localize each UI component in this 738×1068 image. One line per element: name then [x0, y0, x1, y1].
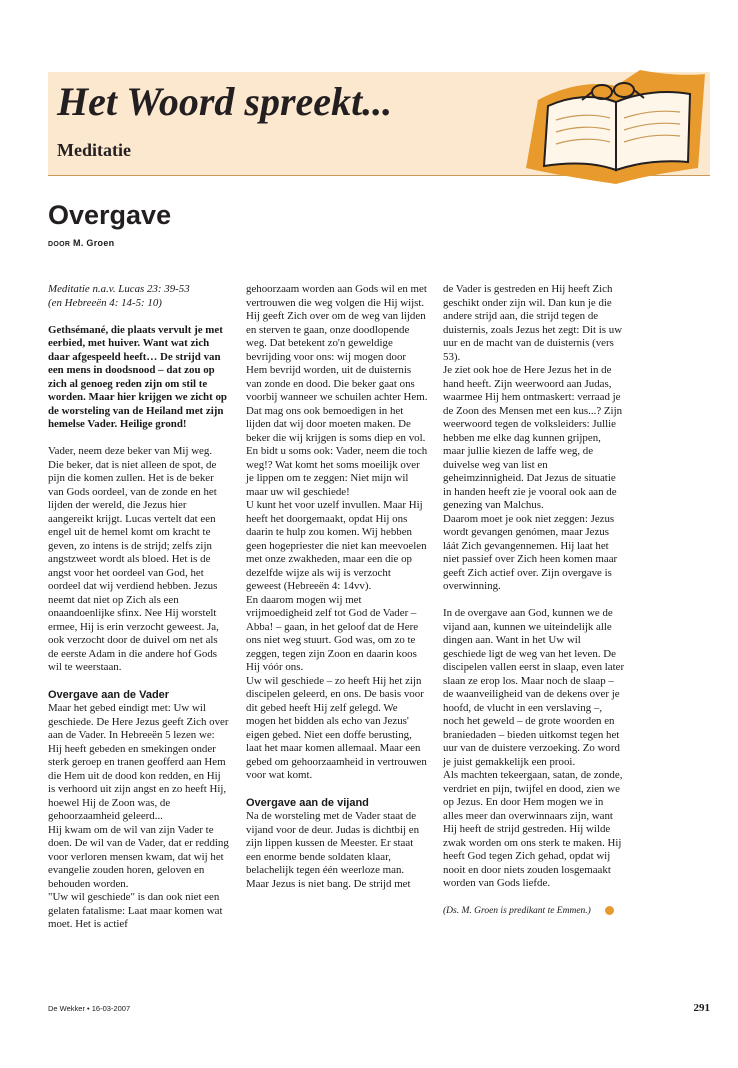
- scripture-reference-secondary: (en Hebreeën 4: 14-5: 10): [48, 296, 162, 309]
- paragraph: de Vader is gestreden en Hij heeft Zich geschikt onder zijn wil. Dan kun je die andere strijd aan, die strijd tegen de duisternis, zoals Jezus het zegt: Dit is uw uur en de macht van de duisternis (vers 53).: [443, 283, 623, 363]
- paragraph: Uw wil geschiede – zo heeft Hij het zijn discipelen geleerd, en ons. De basis voor dit gebed heeft Hij zelf gelegd. We mogen het bidden als echo van Jezus' eigen gebed. Niet een doffe berusting, laat het maar komen allemaal. Maar een gebed om gehoorzaamheid in vertrouwen voor wat komt.: [246, 674, 427, 781]
- byline-prefix: DOOR: [48, 241, 71, 248]
- lead-paragraph: Gethsémané, die plaats vervult je met eerbied, met huiver. Want wat zich daar afgespeeld heeft… De strijd van een mens in doodsnood – dat zou op zich al genoeg reden zijn om stil te worden. Maar hier krijgen we zicht op de worsteling van de Heiland met zijn hemelse Vader. Heilige grond!: [48, 323, 227, 430]
- column-2: [246, 283, 428, 891]
- paragraph: In de overgave aan God, kunnen we de vijand aan, kunnen we uiteindelijk alle dingen aan. Want in het Uw wil geschiede ligt de weg van het leven. De discipelen vallen eerst in slaap, even later slaan ze erop los. Maar noch de slaap – de waanveiligheid van de dekens over je hoofd, de vlucht in een verslaving –, noch het geweld – de grote woorden en braniedaden – bieden uitkomst tegen het uur van de duistere verzoeking. Zo word je juist gemakkelijk een prooi.: [443, 607, 625, 768]
- paragraph: gehoorzaam worden aan Gods wil en met vertrouwen die weg volgen die Hij wijst.: [246, 283, 427, 309]
- paragraph: "Uw wil geschiede" is dan ook niet een gelaten fatalisme: Laat maar komen wat moet. Het is actief: [48, 891, 223, 930]
- author-footnote: (Ds. M. Groen is predikant te Emmen.): [443, 906, 591, 916]
- paragraph: Maar het gebed eindigt met: Uw wil geschiede. De Here Jezus geeft Zich over aan de Vader. In Hebreeën 5 lezen we: Hij heeft gebeden en smekingen onder sterk geroep en tranen geofferd aan Hem die Hem uit de dood kon redden, en Hij is verhoord uit zijn angst en zo heeft Hij, hoewel Hij de Zoon was, de gehoorzaamheid geleerd...: [48, 702, 229, 822]
- publication-footer: De Wekker • 16-03-2007: [48, 1004, 131, 1013]
- author-name: M. Groen: [73, 238, 115, 248]
- paragraph: Hij kwam om de wil van zijn Vader te doen. De wil van de Vader, dat er redding voor verloren mensen kwam, dat wij het evangelie zouden horen, geloven en behouden worden.: [48, 823, 229, 890]
- paragraph: Je ziet ook hoe de Here Jezus het in de hand heeft. Zijn weerwoord aan Judas, waarmee Hij hem ontmaskert: verraad je de Zoon des Mensen met een kus...? Zijn weerwoord tegen de volksleiders: Jullie hebben me elke dag kunnen grijpen, maar jullie kiezen de laffe weg, de duivelse weg van list en geheimzinnigheid. Dat Jezus de situatie in handen heeft zie je vooral ook aan de genezing van Malchus.: [443, 364, 623, 511]
- section-heading: Overgave aan de vijand: [246, 797, 369, 809]
- scripture-reference: Meditatie n.a.v. Lucas 23: 39-53: [48, 283, 190, 295]
- byline: [48, 238, 114, 248]
- series-title: Het Woord spreekt...: [57, 79, 393, 124]
- paragraph: Hij geeft Zich over om de weg van lijden en sterven te gaan, onze doodlopende weg. Dat betekent zo'n geweldige bevrijding voor ons: wij mogen door Hem bevrijd worden, uit de duisternis van zonde en dood. Die beker gaat ons voorbij wanneer we schuilen achter Hem.: [246, 310, 428, 403]
- series-subtitle: Meditatie: [57, 140, 131, 160]
- paragraph: Na de worsteling met de Vader staat de vijand voor de deur. Judas is dichtbij en zijn lippen kussen de Meester. Er staat een enorme bende soldaten klaar, belachelijk tegen één weerloze man.: [246, 810, 420, 876]
- article-title: Overgave: [48, 200, 172, 230]
- column-3: [443, 283, 625, 919]
- end-mark-icon: [605, 906, 614, 915]
- paragraph: Daarom moet je ook niet zeggen: Jezus wordt gevangen genómen, maar Jezus láát Zich gevangennemen. Hij laat het niet passief over Zich heen komen maar geeft Zich actief over. Zijn overgave is overwinning.: [443, 512, 618, 592]
- section-heading: Overgave aan de Vader: [48, 689, 170, 701]
- paragraph: Vader, neem deze beker van Mij weg. Die beker, dat is niet alleen de spot, de pijn die komen zullen. Het is de beker van Gods oordeel, van de zonde en het lijden der wereld, die Jezus hier aangereikt krijgt. Lucas vertelt dat een engel uit de hemel komt om kracht te geven, zo intens is de strijd; zelfs zijn angstzweet wordt als bloed. Het is de angst voor het oordeel van God, het oordeel dat wij verdiend hebben. Jezus neemt dat niet op Zich als een onaandoenlijke sfinx. Nee Hij worstelt ermee, Hij is erin verzocht geweest. Ja, ook verzocht door de duivel om net als de eerste Adam in die andere hof Gods wil te weerstaan.: [48, 445, 219, 673]
- paragraph: Als machten tekeergaan, satan, de zonde, verdriet en pijn, twijfel en dood, zien we op Jezus. En door Hem mogen we in alles meer dan overwinnaars zijn, want Hij heeft de strijd gestreden. Hij wilde zwak worden om ons sterk te maken. Hij heeft God tegen Zich gehad, opdat wij nooit en door niets zouden losgemaakt worden van Gods liefde.: [443, 769, 623, 889]
- open-book-icon: [520, 60, 710, 190]
- paragraph: Maar Jezus is niet bang. De strijd met: [246, 877, 411, 890]
- paragraph: U kunt het voor uzelf invullen. Maar Hij heeft het doorgemaakt, opdat Hij ons daarin te hulp zou komen. Wij hebben geen hogepriester die niet kan meevoelen met onze zwakheden, maar een die op dezelfde wijze als wij is verzocht geweest (Hebreeën 4: 14vv).: [246, 499, 427, 592]
- column-1: [48, 283, 230, 932]
- paragraph: Dat mag ons ook bemoedigen in het lijden dat wij door moeten maken. De beker die wij krijgen is soms diep en vol. En bidt u soms ook: Vader, neem die toch weg!? Wat komt het soms moeilijk over je lippen om te zeggen: Niet mijn wil maar uw wil geschiede!: [246, 404, 428, 498]
- author-note: [443, 904, 625, 919]
- page-number: 291: [693, 1002, 710, 1014]
- paragraph: En daarom mogen wij met vrijmoedigheid zelf tot God de Vader – Abba! – gaan, in het geloof dat de Here ons niet weg stuurt. God was, om zo te zeggen, tegen zijn Zoon en daarin koos Hij vóór ons.: [246, 593, 419, 673]
